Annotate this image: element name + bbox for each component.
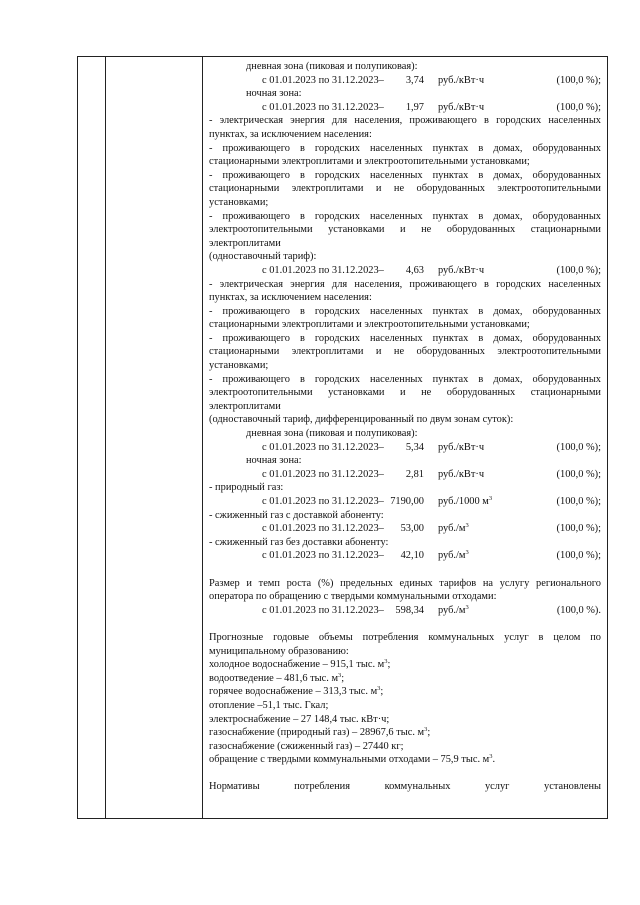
unit-superscript: 3 [377,685,381,693]
tariff-unit [424,522,509,536]
tariff-growth-percent-text: (100,0 %). [556,604,601,616]
tariff-period [209,441,384,455]
text: Размер и темп роста (%) предельных единых тарифов на услугу регионального оператора по обращению с твердыми коммунальными отходами: [209,577,601,603]
paragraph [209,278,601,305]
paragraph [209,577,601,604]
punctuation: ; [387,659,391,671]
text: (одноставочный тариф): [209,251,317,263]
tariff-unit [424,604,509,618]
tariff-growth-percent [509,604,601,618]
blank-line [209,617,601,631]
paragraph [209,114,601,141]
paragraph [209,305,601,332]
tariff-growth-percent [509,264,601,278]
text-line [209,250,601,264]
text: Нормативы потребления коммунальных услуг установлены [209,781,601,793]
text-line [209,740,601,754]
tariff-growth-percent-text: (100,0 %); [556,523,601,535]
text-line [209,726,601,740]
unit-superscript: 3 [424,726,428,734]
text-line [209,672,601,686]
tariff-unit [424,495,509,509]
punctuation: ; [427,727,431,739]
text: - электрическая энергия для населения, проживающего в городских населенных пунктах, за исключением населения: [209,278,601,304]
tariff-growth-percent [509,522,601,536]
tariff-value-text: 7190,00 [390,496,424,507]
text: ночная зона: [246,455,302,467]
tariff-unit-text: руб./м [438,604,466,616]
unit-superscript: 3 [384,658,388,666]
tariff-unit [424,101,509,115]
text: - сжиженный газ с доставкой абоненту: [209,509,384,521]
text: - проживающего в городских населенных пунктах в домах, оборудованных электроотопительными установками и не оборудованных стационарными электроплитами [209,373,601,412]
text: дневная зона (пиковая и полупиковая): [246,61,418,72]
text-line [209,481,601,495]
tariff-period-text: с 01.01.2023 по 31.12.2023– [262,264,384,276]
unit-superscript: 3 [465,549,469,557]
tariff-row [209,549,601,563]
table-cell-content [209,60,601,794]
tariff-period [209,522,384,536]
tariff-period [209,604,384,618]
tariff-unit-text: руб./кВт·ч [438,74,485,86]
paragraph [209,332,601,373]
tariff-value-text: 5,34 [405,441,424,453]
tariff-value-text: 42,10 [400,550,424,562]
tariff-value-text: 53,00 [400,523,424,535]
document-table [77,56,608,819]
tariff-value-text: 3,74 [405,74,424,86]
tariff-growth-percent [509,441,601,455]
tariff-period [209,101,384,115]
tariff-value [379,74,424,88]
text: водоотведение – 481,6 тыс. м [209,672,339,684]
tariff-row [209,441,601,455]
tariff-growth-percent [509,101,601,115]
punctuation: ; [341,672,345,684]
paragraph [209,169,601,210]
unit-superscript: 3 [465,522,469,530]
text: - проживающего в городских населенных пунктах в домах, оборудованных стационарными электроплитами и электроотопительными установками; [209,305,601,331]
text: холодное водоснабжение – 915,1 тыс. м [209,659,385,671]
tariff-unit-text: руб./кВт·ч [438,264,485,276]
text: (одноставочный тариф, дифференцированный по двум зонам суток): [209,414,514,426]
tariff-growth-percent [509,468,601,482]
text-line [209,536,601,550]
tariff-value [379,604,424,618]
text: электроснабжение – 27 148,4 тыс. кВт·ч; [209,713,390,725]
text: - проживающего в городских населенных пунктах в домах, оборудованных стационарными электроплитами и не оборудованных электроотопительными установками; [209,169,601,208]
tariff-unit-text: руб./1000 м [438,496,489,507]
text: дневная зона (пиковая и полупиковая): [246,428,418,440]
tariff-growth-percent-text: (100,0 %); [556,468,601,480]
tariff-value [379,468,424,482]
tariff-value [379,441,424,455]
tariff-growth-percent-text: (100,0 %); [556,496,601,507]
text: горячее водоснабжение – 313,3 тыс. м [209,686,378,698]
tariff-unit [424,549,509,563]
tariff-row [209,101,601,115]
text: отопление –51,1 тыс. Гкал; [209,699,329,711]
tariff-period [209,74,384,88]
text: - проживающего в городских населенных пунктах в домах, оборудованных стационарными электроплитами и не оборудованных электроотопительными установками; [209,332,601,372]
tariff-period-text: с 01.01.2023 по 31.12.2023– [262,523,384,535]
tariff-period [209,549,384,563]
unit-superscript: 3 [338,671,342,679]
tariff-period [209,468,384,482]
tariff-growth-percent-text: (100,0 %); [556,550,601,562]
unit-superscript: 3 [489,753,493,761]
tariff-unit-text: руб./м [438,550,466,562]
text-line [209,699,601,713]
tariff-growth-percent [509,549,601,563]
tariff-period-text: с 01.01.2023 по 31.12.2023– [262,101,384,113]
tariff-growth-percent-text: (100,0 %); [556,264,601,276]
tariff-value-text: 4,63 [405,264,424,276]
tariff-value-text: 598,34 [395,604,424,616]
text-line [209,685,601,699]
tariff-value [379,522,424,536]
tariff-value-text: 1,97 [405,101,424,113]
tariff-unit-text: руб./кВт·ч [438,441,485,453]
tariff-value-text: 2,81 [405,468,424,480]
text: - проживающего в городских населенных пунктах в домах, оборудованных электроотопительными установками и не оборудованных стационарными электроплитами [209,210,601,249]
text-line [209,658,601,672]
tariff-value [379,101,424,115]
punctuation: ; [380,686,384,698]
text-line [209,413,601,427]
paragraph [209,780,601,794]
text: - сжиженный газ без доставки абоненту: [209,536,389,548]
text: - электрическая энергия для населения, проживающего в городских населенных пунктах, за исключением населения: [209,115,601,140]
tariff-row [209,522,601,536]
tariff-value [379,549,424,563]
tariff-period [209,495,384,509]
text: - природный газ: [209,482,284,494]
text: обращение с твердыми коммунальными отходами – 75,9 тыс. м [209,754,490,766]
tariff-unit-text: руб./м [438,523,466,535]
tariff-value [379,264,424,278]
text: ночная зона: [246,88,302,100]
punctuation: . [492,754,496,766]
tariff-period-text: с 01.01.2023 по 31.12.2023– [262,441,384,453]
unit-superscript: 3 [465,603,469,611]
paragraph [209,142,601,169]
tariff-period [209,264,384,278]
paragraph [209,210,601,251]
tariff-growth-percent [509,74,601,88]
blank-line [209,767,601,781]
tariff-period-text: с 01.01.2023 по 31.12.2023– [262,550,384,562]
tariff-row [209,468,601,482]
tariff-value [379,495,424,509]
tariff-growth-percent-text: (100,0 %); [556,74,601,86]
tariff-row [209,604,601,618]
zone-heading [209,454,601,468]
zone-heading [209,87,601,101]
tariff-unit-text: руб./кВт·ч [438,101,485,113]
text-line [209,713,601,727]
text: газоснабжение (сжиженный газ) – 27440 кг; [209,740,404,752]
tariff-growth-percent-text: (100,0 %); [556,441,601,453]
tariff-row [209,495,601,509]
tariff-row [209,74,601,88]
tariff-row [209,264,601,278]
unit-superscript: 3 [488,495,493,502]
tariff-unit [424,74,509,88]
text-line [209,509,601,523]
column-divider-2 [202,57,203,818]
text: Прогнозные годовые объемы потребления коммунальных услуг в целом по муниципальному образованию: [209,631,601,657]
text-line [209,753,601,767]
text: - проживающего в городских населенных пунктах в домах, оборудованных стационарными электроплитами и электроотопительными установками; [209,142,601,168]
tariff-period-text: с 01.01.2023 по 31.12.2023– [262,496,384,507]
column-divider-1 [105,57,106,818]
paragraph [209,631,601,658]
zone-heading [209,60,601,74]
tariff-growth-percent [509,495,601,509]
tariff-unit [424,441,509,455]
blank-line [209,563,601,577]
tariff-period-text: с 01.01.2023 по 31.12.2023– [262,468,384,480]
tariff-unit [424,468,509,482]
zone-heading [209,427,601,441]
tariff-period-text: с 01.01.2023 по 31.12.2023– [262,604,384,616]
paragraph [209,373,601,414]
tariff-period-text: с 01.01.2023 по 31.12.2023– [262,74,384,86]
text: газоснабжение (природный газ) – 28967,6 тыс. м [209,727,425,739]
tariff-unit-text: руб./кВт·ч [438,468,485,480]
tariff-growth-percent-text: (100,0 %); [556,101,601,113]
tariff-unit [424,264,509,278]
